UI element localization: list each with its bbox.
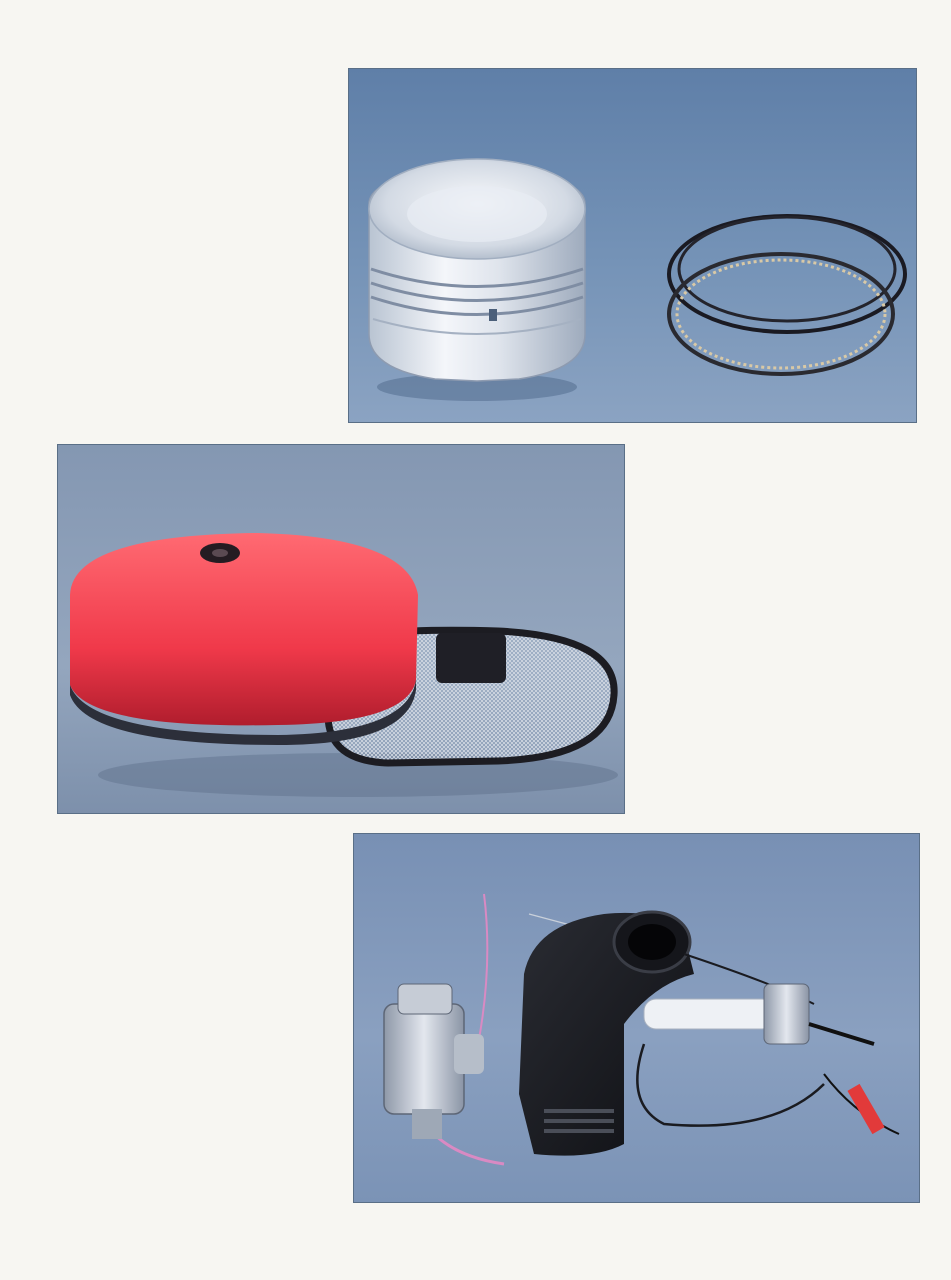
caption-filter [643, 469, 919, 487]
captions-column [643, 437, 919, 519]
arrow-up-icon [643, 437, 919, 455]
carburetor-kit-photo [353, 833, 920, 1203]
air-filter-photo [57, 444, 625, 814]
arrow-down-icon [643, 501, 919, 519]
caption-carburetor [643, 501, 919, 519]
arrow-left-icon [643, 469, 919, 487]
piston-photo [348, 68, 917, 423]
caption-piston [643, 437, 919, 455]
